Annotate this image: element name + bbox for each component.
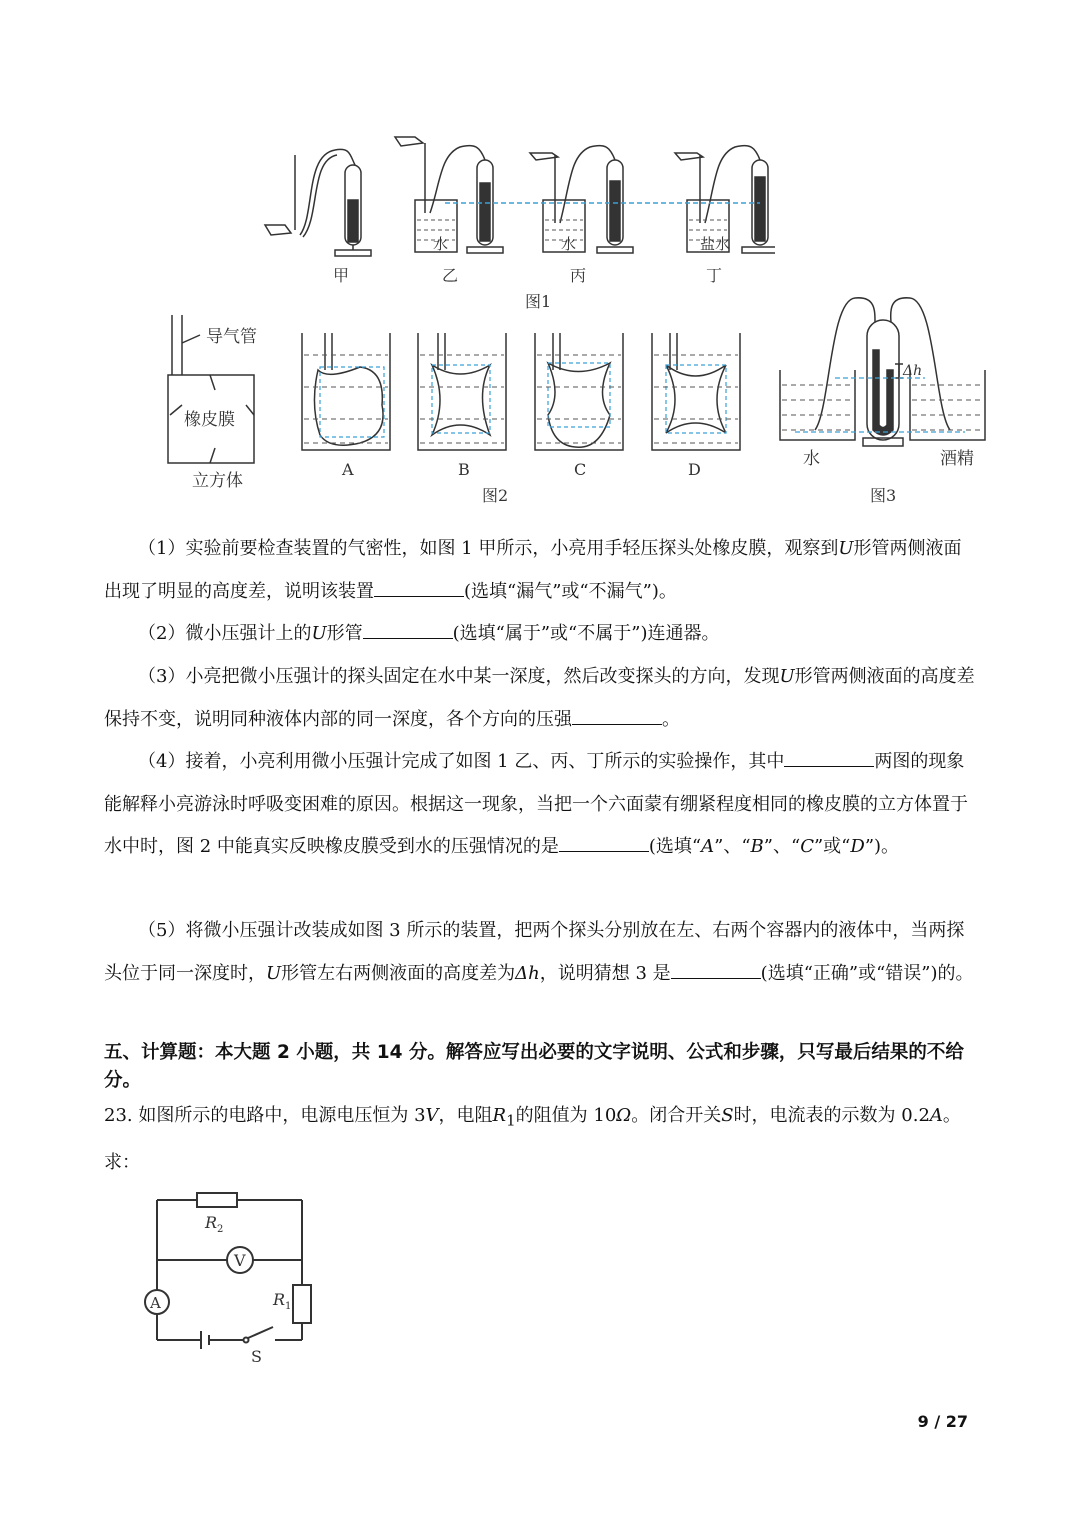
fig2-option-label: C — [574, 460, 587, 479]
switch — [248, 1327, 273, 1338]
label-r1: R — [273, 1290, 286, 1309]
answer-blank[interactable] — [363, 622, 453, 639]
question-23: 23. 如图所示的电路中，电源电压恒为 3V，电阻$R_1$的阻值为 10Ω。闭合开关S时，电流表的示数为 0.2A。 求： — [104, 1105, 961, 1174]
answer-blank[interactable] — [671, 962, 761, 979]
question-3: （3）小亮把微小压强计的探头固定在水中某一深度，然后改变探头的方向，发现U形管两侧液面的高度差保持不变，说明同种液体内部的同一深度，各个方向的压强 。 — [104, 666, 975, 730]
ammeter-label: A — [150, 1294, 161, 1312]
question-1: （1）实验前要检查装置的气密性，如图 1 甲所示，小亮用手轻压探头处橡皮膜，观察到U形管两侧液面出现了明显的高度差，说明该装置 (选填“漏气”或“不漏气”)。 — [104, 538, 962, 602]
question-5: （5）将微小压强计改装成如图 3 所示的装置，把两个探头分别放在左、右两个容器内的液体中，当两探头位于同一深度时，U形管左右两侧液面的高度差为Δh，说明猜想 3 是 (选填“正确”或“错误”)的。 — [104, 920, 974, 984]
fig3-liquid-left: 水 — [803, 449, 820, 469]
fig2-option-label: A — [342, 460, 354, 479]
answer-blank[interactable] — [374, 580, 464, 597]
fig2-callout-tube: 导气管 — [206, 327, 257, 347]
fig1-panel-label: 丁 — [706, 266, 723, 285]
fig2-caption: 图2 — [482, 486, 509, 505]
section-heading: 五、计算题：本大题 2 小题，共 14 分。解答应写出必要的文字说明、公式和步骤，只写最后结果的不给分。 — [104, 1042, 964, 1091]
question-4: （4）接着，小亮利用微小压强计完成了如图 1 乙、丙、丁所示的实验操作，其中 两图的现象能解释小亮游泳时呼吸变困难的原因。根据这一现象，当把一个六面蒙有绷紧程度相同的橡皮膜的立方体置于水中时，图 2 中能真实反映橡皮膜受到水的压强情况的是 (选填“A”、“B”、“C”或“D”)。 — [104, 751, 968, 857]
fig1-panel-label: 丙 — [570, 266, 587, 285]
switch-label: S — [251, 1347, 262, 1366]
page-number: 9 / 27 — [917, 1412, 968, 1431]
voltmeter-label: V — [234, 1251, 246, 1270]
circuit-diagram — [135, 1185, 335, 1370]
fig2-option-label: B — [458, 460, 470, 479]
fig3-delta-h: Δh — [903, 363, 923, 379]
resistor-r2 — [197, 1193, 237, 1207]
label-r2-sub: 2 — [217, 1224, 224, 1235]
figure-1 — [255, 125, 775, 315]
question-2: （2）微小压强计上的U形管 (选填“属于”或“不属于”)连通器。 — [138, 623, 720, 644]
answer-blank[interactable] — [559, 835, 649, 852]
answer-blank[interactable] — [572, 708, 662, 725]
fig3-caption: 图3 — [870, 486, 897, 505]
answer-blank[interactable] — [784, 750, 874, 767]
fig3-liquid-right: 酒精 — [940, 449, 974, 469]
label-r2: R — [205, 1213, 218, 1232]
fig2-option-label: D — [688, 460, 701, 479]
fig2-callout-membrane: 橡皮膜 — [184, 410, 235, 430]
fig1-liquid-3: 盐水 — [700, 235, 731, 253]
fig2-callout-cube: 立方体 — [192, 471, 243, 491]
figure-3 — [775, 290, 995, 510]
fig1-panel-label: 乙 — [442, 266, 459, 285]
fig1-caption: 图1 — [525, 292, 552, 311]
label-r1-sub: 1 — [285, 1301, 292, 1312]
fig1-panel-label: 甲 — [333, 266, 350, 285]
fig1-liquid-2: 水 — [561, 235, 577, 253]
figure-2 — [160, 315, 760, 510]
resistor-r1 — [293, 1285, 311, 1323]
fig1-liquid-1: 水 — [433, 235, 449, 253]
